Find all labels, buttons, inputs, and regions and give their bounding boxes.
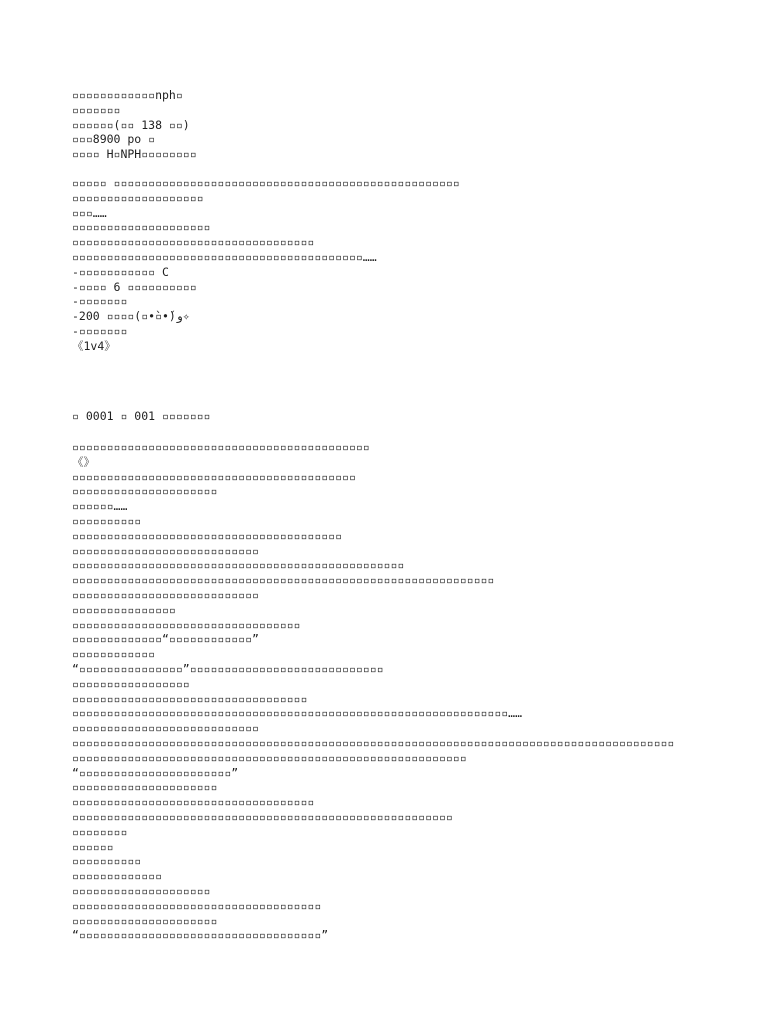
- body-line: ▫▫▫▫▫▫▫▫▫▫▫▫▫▫▫▫▫▫▫▫▫▫▫▫▫▫▫▫▫▫▫▫▫▫▫▫▫▫▫▫▫▫▫▫▫▫▫▫▫▫▫▫▫▫▫▫▫▫▫▫▫▫▫▫▫▫▫▫▫▫▫▫▫▫▫▫▫▫▫▫▫▫▫▫▫▫▫: [72, 735, 675, 750]
- body-line: ▫▫▫▫▫▫▫▫▫▫: [72, 854, 142, 869]
- body-line: ▫▫▫▫▫▫▫▫▫▫▫▫▫▫▫▫▫▫▫▫▫▫▫▫▫▫▫▫▫▫▫▫▫▫▫: [72, 795, 315, 810]
- body-line: ▫▫▫▫▫▫▫▫▫▫▫▫▫▫▫: [72, 602, 176, 617]
- body-line: ▫▫▫▫▫▫▫▫▫▫▫▫▫▫▫▫▫▫▫▫▫▫▫▫▫▫▫▫▫▫▫▫▫▫▫▫▫▫▫▫▫: [72, 469, 356, 484]
- intro-line: -▫▫▫▫▫▫▫: [72, 294, 128, 309]
- body-line: ▫▫▫▫▫▫▫▫▫▫▫▫▫▫▫▫▫▫▫▫▫▫▫▫▫▫▫▫▫▫▫▫▫▫▫▫▫▫▫▫▫▫▫▫▫▫▫▫▫▫▫▫▫▫▫▫▫▫▫▫▫▫▫……: [72, 706, 523, 721]
- body-line: ▫▫▫▫▫▫……: [72, 499, 128, 514]
- header-line: ▫▫▫▫ H▫NPH▫▫▫▫▫▫▫▫: [72, 147, 197, 162]
- header-line: ▫▫▫▫▫▫(▫▫ 138 ▫▫): [72, 117, 190, 132]
- intro-line: -200 ▫▫▫▫(▫•̀▫•́)و✧: [72, 309, 190, 324]
- intro-line: -▫▫▫▫▫▫▫: [72, 323, 128, 338]
- body-line: 《》: [72, 454, 95, 469]
- body-line: ▫▫▫▫▫▫▫▫▫▫▫▫▫▫▫▫▫▫▫▫▫▫▫▫▫▫▫: [72, 587, 259, 602]
- body-line: ▫▫▫▫▫▫▫▫: [72, 824, 128, 839]
- body-line: ▫▫▫▫▫▫▫▫▫▫▫▫▫“▫▫▫▫▫▫▫▫▫▫▫▫”: [72, 632, 259, 647]
- body-line: ▫▫▫▫▫▫▫▫▫▫▫▫▫▫▫▫▫: [72, 676, 190, 691]
- document-intro: [72, 176, 752, 354]
- body-line: ▫▫▫▫▫▫▫▫▫▫▫▫▫▫▫▫▫▫▫▫▫: [72, 913, 218, 928]
- body-line: ▫▫▫▫▫▫▫▫▫▫▫▫▫▫▫▫▫▫▫▫▫▫▫▫▫▫▫▫▫▫▫▫▫▫: [72, 691, 308, 706]
- intro-line: 《1v4》: [72, 338, 116, 353]
- body-line: ▫▫▫▫▫▫▫▫▫▫▫▫▫▫▫▫▫▫▫▫▫▫▫▫▫▫▫: [72, 721, 259, 736]
- body-line: ▫▫▫▫▫▫▫▫▫▫▫▫▫▫▫▫▫▫▫▫: [72, 883, 211, 898]
- body-line: ▫▫▫▫▫▫▫▫▫▫▫▫▫▫▫▫▫▫▫▫▫: [72, 780, 218, 795]
- body-line: “▫▫▫▫▫▫▫▫▫▫▫▫▫▫▫▫▫▫▫▫▫▫▫▫▫▫▫▫▫▫▫▫▫▫▫”: [72, 928, 329, 943]
- document-header: [72, 88, 752, 162]
- document-body: [72, 440, 752, 943]
- header-line: ▫▫▫▫▫▫▫: [72, 102, 121, 117]
- intro-line: ▫▫▫▫▫▫▫▫▫▫▫▫▫▫▫▫▫▫▫: [72, 190, 204, 205]
- chapter-heading: [72, 409, 752, 424]
- body-line: ▫▫▫▫▫▫▫▫▫▫▫▫▫▫▫▫▫▫▫▫▫▫▫▫▫▫▫▫▫▫▫▫▫▫▫▫▫▫▫: [72, 528, 343, 543]
- body-line: ▫▫▫▫▫▫▫▫▫▫▫▫▫▫▫▫▫▫▫▫▫: [72, 484, 218, 499]
- body-line: ▫▫▫▫▫▫▫▫▫▫▫▫▫▫▫▫▫▫▫▫▫▫▫▫▫▫▫▫▫▫▫▫▫▫▫▫▫▫▫▫▫▫▫▫▫▫▫▫▫▫▫▫▫▫▫▫▫▫▫▫▫: [72, 573, 495, 588]
- intro-line: ▫▫▫▫▫ ▫▫▫▫▫▫▫▫▫▫▫▫▫▫▫▫▫▫▫▫▫▫▫▫▫▫▫▫▫▫▫▫▫▫▫▫▫▫▫▫▫▫▫▫▫▫▫▫▫▫: [72, 176, 460, 190]
- intro-line: ▫▫▫▫▫▫▫▫▫▫▫▫▫▫▫▫▫▫▫▫▫▫▫▫▫▫▫▫▫▫▫▫▫▫▫▫▫▫▫▫▫▫……: [72, 249, 377, 264]
- body-line: ▫▫▫▫▫▫▫▫▫▫▫▫▫▫▫▫▫▫▫▫▫▫▫▫▫▫▫▫▫▫▫▫▫: [72, 617, 301, 632]
- body-line: ▫▫▫▫▫▫▫▫▫▫▫▫▫: [72, 869, 163, 884]
- intro-line: -▫▫▫▫▫▫▫▫▫▫▫ C: [72, 264, 169, 279]
- body-line: ▫▫▫▫▫▫: [72, 839, 114, 854]
- intro-line: ▫▫▫▫▫▫▫▫▫▫▫▫▫▫▫▫▫▫▫▫: [72, 220, 211, 235]
- intro-line: ▫▫▫▫▫▫▫▫▫▫▫▫▫▫▫▫▫▫▫▫▫▫▫▫▫▫▫▫▫▫▫▫▫▫▫: [72, 235, 315, 250]
- body-line: “▫▫▫▫▫▫▫▫▫▫▫▫▫▫▫”▫▫▫▫▫▫▫▫▫▫▫▫▫▫▫▫▫▫▫▫▫▫▫▫▫▫▫▫: [72, 661, 384, 676]
- body-line: ▫▫▫▫▫▫▫▫▫▫▫▫▫▫▫▫▫▫▫▫▫▫▫▫▫▫▫▫▫▫▫▫▫▫▫▫▫▫▫▫▫▫▫: [72, 440, 370, 454]
- body-line: ▫▫▫▫▫▫▫▫▫▫▫▫▫▫▫▫▫▫▫▫▫▫▫▫▫▫▫▫▫▫▫▫▫▫▫▫▫▫▫▫▫▫▫▫▫▫▫▫: [72, 558, 405, 573]
- body-line: ▫▫▫▫▫▫▫▫▫▫▫▫▫▫▫▫▫▫▫▫▫▫▫▫▫▫▫▫▫▫▫▫▫▫▫▫▫▫▫▫▫▫▫▫▫▫▫▫▫▫▫▫▫▫▫: [72, 809, 453, 824]
- body-line: ▫▫▫▫▫▫▫▫▫▫: [72, 513, 142, 528]
- body-line: ▫▫▫▫▫▫▫▫▫▫▫▫▫▫▫▫▫▫▫▫▫▫▫▫▫▫▫▫▫▫▫▫▫▫▫▫▫▫▫▫▫▫▫▫▫▫▫▫▫▫▫▫▫▫▫▫▫: [72, 750, 467, 765]
- chapter-heading-text: ▫ 0001 ▫ 001 ▫▫▫▫▫▫▫: [72, 409, 211, 423]
- body-line: “▫▫▫▫▫▫▫▫▫▫▫▫▫▫▫▫▫▫▫▫▫▫”: [72, 765, 239, 780]
- body-line: ▫▫▫▫▫▫▫▫▫▫▫▫▫▫▫▫▫▫▫▫▫▫▫▫▫▫▫: [72, 543, 259, 558]
- intro-line: ▫▫▫……: [72, 205, 107, 220]
- body-line: ▫▫▫▫▫▫▫▫▫▫▫▫▫▫▫▫▫▫▫▫▫▫▫▫▫▫▫▫▫▫▫▫▫▫▫▫: [72, 898, 322, 913]
- body-line: ▫▫▫▫▫▫▫▫▫▫▫▫: [72, 647, 156, 662]
- header-line: ▫▫▫8900 po ▫: [72, 132, 156, 147]
- header-line: ▫▫▫▫▫▫▫▫▫▫▫▫nph▫: [72, 88, 183, 102]
- intro-line: -▫▫▫▫ 6 ▫▫▫▫▫▫▫▫▫▫: [72, 279, 197, 294]
